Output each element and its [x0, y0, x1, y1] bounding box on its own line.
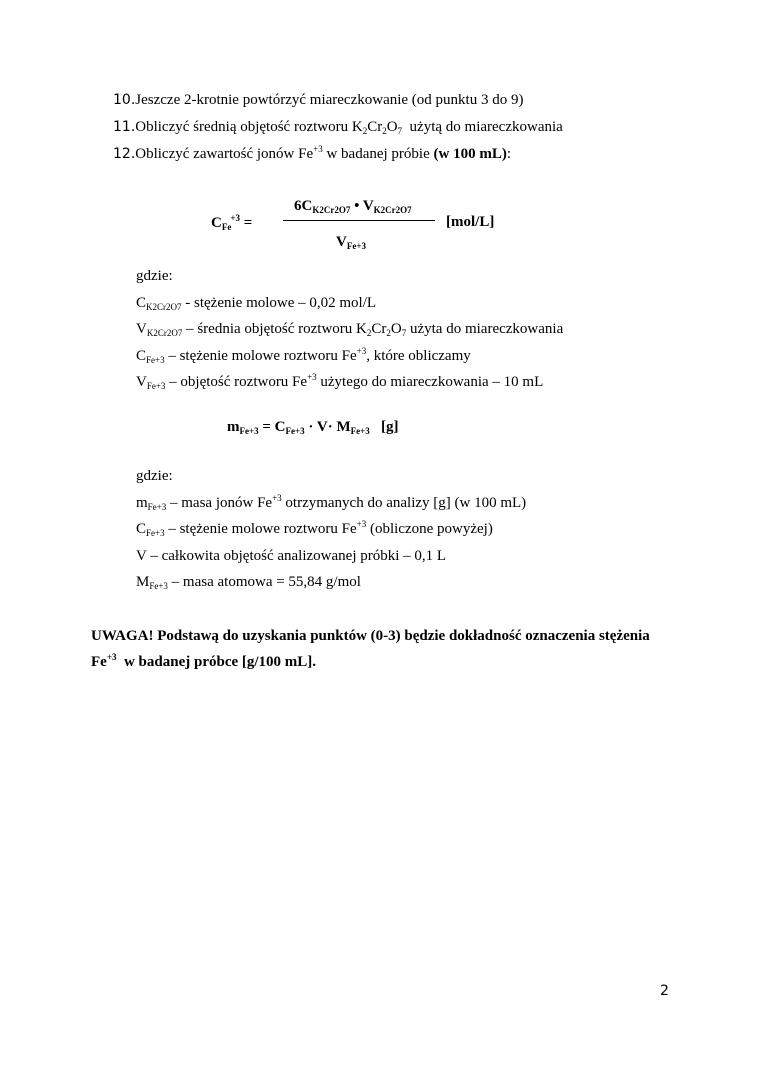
subscript: 2	[366, 328, 372, 338]
step-number: 10.	[113, 92, 136, 108]
superscript: +3	[272, 493, 282, 503]
where1-item	[136, 347, 471, 365]
definition-text: – masa jonów Fe	[166, 495, 273, 511]
step-text: użytą do miareczkowania	[402, 119, 563, 135]
where2-item	[136, 494, 526, 512]
symbol: V	[136, 374, 147, 390]
where1-item	[136, 294, 376, 312]
step-text: O	[386, 119, 398, 135]
subscript: K2Cr2O7	[373, 205, 412, 215]
definition-text: użytego do miareczkowania – 10 mL	[316, 374, 544, 390]
step-12	[113, 145, 511, 163]
subscript: Fe+3	[149, 581, 168, 591]
superscript: +3	[313, 144, 323, 154]
symbol: V	[136, 321, 147, 337]
where2-item	[136, 520, 493, 538]
step-text: Obliczyć zawartość jonów Fe	[135, 146, 314, 162]
formula-symbol: V	[336, 234, 347, 250]
subscript: 2	[362, 126, 368, 136]
definition-text: użyta do miareczkowania	[406, 321, 564, 337]
formula1-lhs	[211, 214, 252, 232]
subscript: 7	[401, 328, 407, 338]
definition-text: otrzymanych do analizy [g] (w 100 mL)	[281, 495, 527, 511]
definition-text: – masa atomowa = 55,84 g/mol	[167, 574, 361, 590]
step-number: 11.	[113, 119, 136, 135]
subscript: Fe+3	[146, 528, 165, 538]
superscript: +3	[356, 519, 367, 529]
definition-text: (obliczone powyżej)	[366, 521, 493, 537]
step-text: :	[506, 146, 511, 162]
definition-text: – średnia objętość roztworu K	[182, 321, 367, 337]
formula-unit: [g]	[369, 419, 399, 435]
superscript: +3	[106, 652, 117, 662]
subscript: 2	[386, 328, 391, 338]
symbol: V	[136, 548, 147, 564]
definition-text: – objętość roztworu Fe	[165, 374, 308, 390]
subscript: Fe+3	[350, 426, 370, 436]
superscript: +3	[356, 346, 367, 356]
page-number: 2	[660, 983, 669, 999]
symbol: C	[136, 348, 147, 364]
formula-symbol: C	[211, 215, 222, 231]
subscript: K2Cr2O7	[146, 302, 182, 312]
subscript: Fe+3	[346, 241, 366, 251]
where2-label: gdzie:	[136, 468, 173, 484]
definition-text: – stężenie molowe roztworu Fe	[164, 348, 357, 364]
subscript: Fe+3	[146, 381, 166, 391]
step-11	[113, 118, 563, 136]
subscript: Fe+3	[147, 502, 167, 512]
subscript: 7	[397, 126, 403, 136]
warning-text: Fe	[91, 654, 107, 670]
subscript: Fe+3	[285, 426, 305, 436]
warning-text: w badanej próbce [g/100 mL].	[116, 654, 317, 670]
formula2	[227, 418, 399, 436]
formula-symbol: · V· M	[304, 419, 351, 435]
where2-item	[136, 573, 361, 591]
definition-text: – stężenie molowe roztworu Fe	[164, 521, 357, 537]
step-text: Jeszcze 2-krotnie powtórzyć miareczkowanie (od punktu 3 do 9)	[135, 92, 524, 108]
step-text: Cr	[367, 119, 383, 135]
step-number: 12.	[113, 146, 136, 162]
definition-text: – całkowita objętość analizowanej próbki – 0,1 L	[146, 548, 447, 564]
subscript: 2	[382, 126, 387, 136]
subscript: K2Cr2O7	[312, 205, 351, 215]
subscript: Fe+3	[146, 355, 165, 365]
superscript: +3	[307, 372, 317, 382]
definition-text: Cr	[371, 321, 387, 337]
step-text: w badanej próbie	[322, 146, 434, 162]
subscript: K2Cr2O7	[146, 328, 183, 338]
formula1-numerator	[294, 197, 412, 215]
fraction-line	[283, 220, 435, 221]
symbol: C	[136, 295, 147, 311]
step-10	[113, 91, 523, 109]
warning-line-2	[91, 653, 316, 671]
warning-line-1: UWAGA! Podstawą do uzyskania punktów (0-3) będzie dokładność oznaczenia stężenia	[91, 628, 650, 644]
symbol: m	[136, 495, 148, 511]
formula1-denominator	[336, 233, 366, 251]
formula-symbol: 6C	[294, 198, 313, 214]
symbol: C	[136, 521, 147, 537]
symbol: M	[136, 574, 150, 590]
formula-symbol: = C	[258, 419, 286, 435]
formula-symbol: m	[227, 419, 240, 435]
formula-symbol: • V	[350, 198, 374, 214]
subscript: Fe	[221, 222, 232, 232]
definition-text: O	[390, 321, 402, 337]
definition-text: , które obliczamy	[366, 348, 471, 364]
subscript: Fe+3	[239, 426, 259, 436]
step-bold-text: (w 100 mL)	[433, 146, 507, 162]
where1-item	[136, 373, 543, 391]
step-text: Obliczyć średnią objętość roztworu K	[135, 119, 363, 135]
where1-label: gdzie:	[136, 268, 173, 284]
where2-item	[136, 547, 446, 565]
formula-symbol: =	[239, 215, 253, 231]
superscript: +3	[230, 213, 240, 223]
definition-text: - stężenie molowe – 0,02 mol/L	[181, 295, 377, 311]
where1-item	[136, 320, 563, 338]
formula1-unit: [mol/L]	[446, 214, 495, 230]
